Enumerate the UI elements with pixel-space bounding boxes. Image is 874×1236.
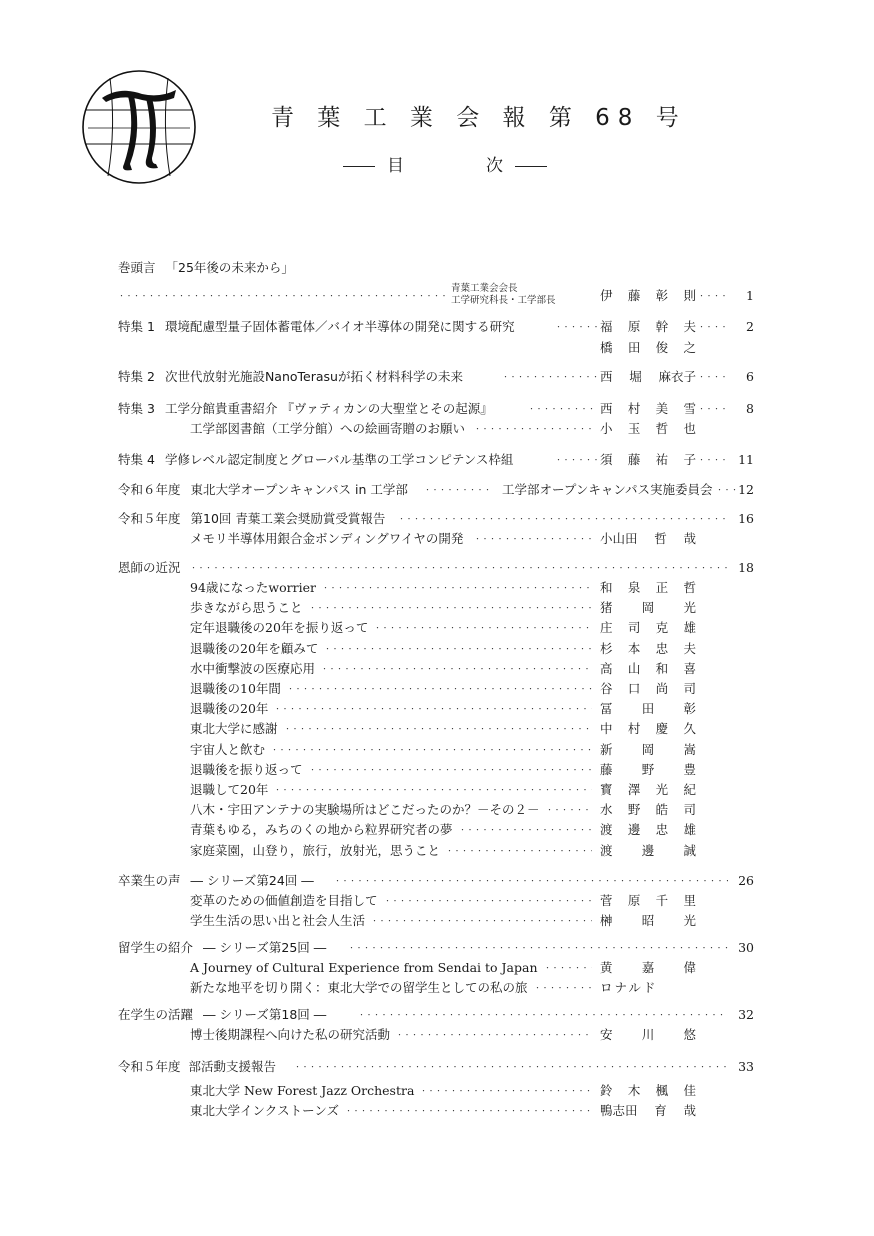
author: 渡 邊 誠 bbox=[600, 842, 696, 858]
author: 渡 邊 忠 雄 bbox=[600, 822, 696, 838]
leader-dots bbox=[271, 740, 592, 760]
list-item[interactable] bbox=[190, 780, 696, 800]
entry-title: 新たな地平を切り開く：東北大学での留学生としての私の旅 bbox=[190, 980, 528, 995]
author: 安 川 悠 bbox=[600, 1027, 696, 1042]
author: 菅 原 千 里 bbox=[600, 893, 696, 908]
list-item[interactable] bbox=[190, 1025, 696, 1045]
leader-dots bbox=[374, 618, 592, 638]
author: 藤 野 豊 bbox=[600, 761, 696, 777]
entry-title: 退職して20年 bbox=[190, 782, 269, 797]
list-item[interactable] bbox=[190, 820, 696, 840]
entry-title: 歩きながら思うこと bbox=[190, 600, 303, 616]
leader-dots bbox=[384, 891, 592, 911]
leader-dots bbox=[321, 659, 592, 679]
author: 西 堀 麻衣子 bbox=[600, 369, 696, 384]
toc-subentry[interactable]: 工学部図書館（工学分館）への絵画寄贈のお願い ・・・・・・・・・・・・・・・・・・・・・・・・・・・・・・・・・・・・・・・・・・・・・・・・・・・・・・・・・・・・・・・・・・・・・・・・・・・・・・・・・・・・・・・・・・・・・・・・・・・・ 小 玉 哲 也 bbox=[190, 419, 696, 439]
list-item[interactable] bbox=[190, 760, 696, 780]
toc-entry-opencampus[interactable]: 令和６年度 東北大学オープンキャンパス in 工学部 ・・・・・・・・・・・・・・・・・・・・・・・・・・・・・・・・・・・・・・・・・・・・・・・・・・・・・・・・・・・・・・・・・・・・・・・・・・・・・・・・・・・・・・・・・・・・・・・・・・・・ 工学部オープンキャンパス実施委員会 ・・・・・・・・・・・・・・・・・・・・・・・・・・・・・・・・・・・・・・・・・・・・・・・・・・・・・・・・・・・・・・・・・・・・・・・・・・・・・・・・・・・・・・・・・・・・・・・・・・・・ 12 bbox=[118, 480, 758, 500]
toc-entry-graduates[interactable]: 卒業生の声 ― シリーズ第24回 ― ・・・・・・・・・・・・・・・・・・・・・・・・・・・・・・・・・・・・・・・・・・・・・・・・・・・・・・・・・・・・・・・・・・・・・・・・・・・・・・・・・・・・・・・・・・・・・・・・・・・・ 26 bbox=[118, 871, 758, 891]
author: 高 山 和 喜 bbox=[600, 660, 696, 676]
list-item[interactable] bbox=[190, 891, 696, 911]
list-item[interactable] bbox=[190, 618, 696, 638]
page-number: 6 bbox=[746, 369, 754, 384]
leader-dots bbox=[274, 780, 592, 800]
page-number: 12 bbox=[738, 482, 754, 497]
leader-dots bbox=[287, 679, 592, 699]
entry-title: A Journey of Cultural Experience from Sendai to Japan bbox=[190, 960, 538, 975]
list-item[interactable] bbox=[190, 699, 696, 719]
leader-dots bbox=[396, 1025, 592, 1045]
leader-dots bbox=[459, 820, 592, 840]
entry-title: 退職後の10年間 bbox=[190, 681, 281, 696]
author: 工学部オープンキャンパス実施委員会 bbox=[502, 482, 713, 497]
leader-dots bbox=[309, 598, 592, 618]
leader-dots bbox=[322, 578, 592, 598]
author: 黄 嘉 偉 bbox=[600, 960, 696, 975]
list-item[interactable] bbox=[190, 740, 696, 760]
list-item[interactable] bbox=[190, 978, 696, 998]
entry-title: 水中衝撃波の医療応用 bbox=[190, 660, 316, 676]
entry-title: 東北大学に感謝 bbox=[190, 721, 278, 737]
entry-title: 退職後の20年 bbox=[190, 701, 269, 717]
page-number: 18 bbox=[738, 560, 754, 575]
author: 猪 岡 光 bbox=[600, 600, 696, 616]
entry-title: 退職後の20年を顧みて bbox=[190, 640, 319, 656]
list-item[interactable] bbox=[190, 719, 696, 739]
magazine-title: 青 葉 工 業 会 報 第 68 号 bbox=[271, 105, 687, 131]
leader-dots bbox=[309, 760, 592, 780]
author: 水 野 皓 司 bbox=[600, 802, 696, 818]
author: 谷 口 尚 司 bbox=[600, 681, 696, 696]
author: 須 藤 祐 子 bbox=[600, 452, 696, 467]
list-item[interactable] bbox=[190, 1081, 696, 1101]
author: ロナルド bbox=[600, 980, 658, 995]
author: 冨 田 彰 bbox=[600, 701, 696, 717]
toc-entry-students[interactable]: 在学生の活躍 ― シリーズ第18回 ― ・・・・・・・・・・・・・・・・・・・・・・・・・・・・・・・・・・・・・・・・・・・・・・・・・・・・・・・・・・・・・・・・・・・・・・・・・・・・・・・・・・・・・・・・・・・・・・・・・・・・ 32 bbox=[118, 1005, 758, 1025]
page-number: 8 bbox=[746, 401, 754, 416]
author: 伊 藤 彰 則 bbox=[600, 288, 696, 303]
leader-dots bbox=[284, 719, 592, 739]
toc-entry-mentors[interactable]: 恩師の近況 ・・・・・・・・・・・・・・・・・・・・・・・・・・・・・・・・・・・・・・・・・・・・・・・・・・・・・・・・・・・・・・・・・・・・・・・・・・・・・・・・・・・・・・・・・・・・・・・・・・・・ 18 bbox=[118, 558, 758, 578]
page-number: 1 bbox=[746, 288, 754, 303]
list-item[interactable] bbox=[190, 598, 696, 618]
list-item[interactable] bbox=[190, 679, 696, 699]
toc-entry-clubs[interactable]: 令和５年度 部活動支援報告 ・・・・・・・・・・・・・・・・・・・・・・・・・・・・・・・・・・・・・・・・・・・・・・・・・・・・・・・・・・・・・・・・・・・・・・・・・・・・・・・・・・・・・・・・・・・・・・・・・・・・ 33 bbox=[118, 1057, 758, 1077]
page-number: 30 bbox=[738, 940, 754, 955]
entry-title: 学生生活の思い出と社会人生活 bbox=[190, 913, 366, 928]
list-item[interactable] bbox=[190, 800, 696, 820]
page-number: 2 bbox=[746, 319, 754, 334]
list-item[interactable] bbox=[190, 958, 696, 978]
page-number: 11 bbox=[738, 452, 754, 467]
toc-entry-special2[interactable]: 特集 2 次世代放射光施設NanoTerasuが拓く材料科学の未来 ・・・・・・・・・・・・・・・・・・・・・・・・・・・・・・・・・・・・・・・・・・・・・・・・・・・・・・・・・・・・・・・・・・・・・・・・・・・・・・・・・・・・・・・・・・・・・・・・・・・・ 西 堀 麻衣子 ・・・・・・・・・・・・・・・・・・・・・・・・・・・・・・・・・・・・・・・・・・・・・・・・・・・・・・・・・・・・・・・・・・・・・・・・・・・・・・・・・・・・・・・・・・・・・・・・・・・・ 6 bbox=[118, 367, 758, 387]
entry-title: 宇宙人と飲む bbox=[190, 741, 266, 757]
entry-title: 家庭菜園，山登り，旅行，放射光，思うこと bbox=[190, 842, 441, 858]
author: 杉 本 忠 夫 bbox=[600, 640, 696, 656]
author: 和 泉 正 哲 bbox=[600, 580, 696, 595]
author: 西 村 美 雪 bbox=[600, 401, 696, 416]
leader-dots bbox=[345, 1101, 592, 1121]
list-item[interactable] bbox=[190, 841, 696, 861]
author: 福 原 幹 夫 bbox=[600, 319, 696, 334]
entry-title: 環境配慮型量子固体蓄電体／バイオ半導体の開発に関する研究 bbox=[164, 319, 515, 334]
author: 寳 澤 光 紀 bbox=[600, 782, 696, 797]
page-number: 32 bbox=[738, 1007, 754, 1022]
leader-dots bbox=[544, 958, 592, 978]
toc-entry-special1[interactable]: 特集 1 環境配慮型量子固体蓄電体／バイオ半導体の開発に関する研究 ・・・・・・・・・・・・・・・・・・・・・・・・・・・・・・・・・・・・・・・・・・・・・・・・・・・・・・・・・・・・・・・・・・・・・・・・・・・・・・・・・・・・・・・・・・・・・・・・・・・・ 福 原 幹 夫 ・・・・・・・・・・・・・・・・・・・・・・・・・・・・・・・・・・・・・・・・・・・・・・・・・・・・・・・・・・・・・・・・・・・・・・・・・・・・・・・・・・・・・・・・・・・・・・・・・・・・ 2 bbox=[118, 317, 758, 337]
foreword-label: 巻頭言 bbox=[118, 260, 156, 275]
entry-title: 退職後を振り返って bbox=[190, 761, 303, 777]
foreword-row[interactable] bbox=[118, 258, 294, 278]
toc-entry-international[interactable]: 留学生の紹介 ― シリーズ第25回 ― ・・・・・・・・・・・・・・・・・・・・・・・・・・・・・・・・・・・・・・・・・・・・・・・・・・・・・・・・・・・・・・・・・・・・・・・・・・・・・・・・・・・・・・・・・・・・・・・・・・・・ 30 bbox=[118, 938, 758, 958]
affiliation: 青葉工業会会長 工学研究科長・工学部長 bbox=[451, 283, 556, 306]
author: 鈴 木 楓 佳 bbox=[600, 1083, 696, 1098]
entry-title: 東北大学インクストーンズ bbox=[190, 1103, 340, 1118]
toc-entry-special3[interactable]: 特集 3 工学分館貴重書紹介 『ヴァティカンの大聖堂とその起源』 ・・・・・・・・・・・・・・・・・・・・・・・・・・・・・・・・・・・・・・・・・・・・・・・・・・・・・・・・・・・・・・・・・・・・・・・・・・・・・・・・・・・・・・・・・・・・・・・・・・・・ 西 村 美 雪 ・・・・・・・・・・・・・・・・・・・・・・・・・・・・・・・・・・・・・・・・・・・・・・・・・・・・・・・・・・・・・・・・・・・・・・・・・・・・・・・・・・・・・・・・・・・・・・・・・・・・ 8 bbox=[118, 399, 758, 419]
entry-title: 青葉もゆる，みちのくの地から粒界研究者の夢 bbox=[190, 822, 453, 838]
list-item[interactable] bbox=[190, 578, 696, 598]
list-item[interactable] bbox=[190, 1101, 696, 1121]
entry-title: 94歳になったworrier bbox=[190, 580, 316, 595]
entry-title: 東北大学 New Forest Jazz Orchestra bbox=[190, 1083, 415, 1098]
page-number: 16 bbox=[738, 511, 754, 526]
leader-dots bbox=[446, 841, 592, 861]
entry-title: 八木・宇田アンテナの実験場所はどこだったのか？－その２－ bbox=[190, 802, 540, 818]
toc-subentry[interactable]: メモリ半導体用銀合金ボンディングワイヤの開発 ・・・・・・・・・・・・・・・・・・・・・・・・・・・・・・・・・・・・・・・・・・・・・・・・・・・・・・・・・・・・・・・・・・・・・・・・・・・・・・・・・・・・・・・・・・・・・・・・・・・・ 小山田 哲 哉 bbox=[190, 529, 696, 549]
author: 榊 昭 光 bbox=[600, 913, 696, 928]
leader-dots bbox=[324, 639, 592, 659]
author: 鴨志田 育 哉 bbox=[600, 1103, 696, 1118]
list-item[interactable] bbox=[190, 659, 696, 679]
entry-title: 定年退職後の20年を振り返って bbox=[190, 620, 369, 636]
list-item[interactable] bbox=[190, 911, 696, 931]
entry-title: 変革のための価値創造を目指して bbox=[190, 893, 378, 908]
page-number: 33 bbox=[738, 1059, 754, 1074]
toc-heading: 目 次 bbox=[343, 151, 547, 176]
leader-dots bbox=[420, 1081, 592, 1101]
list-item[interactable] bbox=[190, 639, 696, 659]
leader-dots bbox=[546, 800, 592, 820]
author: 新 岡 嵩 bbox=[600, 741, 696, 757]
leader-dots bbox=[371, 911, 592, 931]
leader-dots bbox=[534, 978, 592, 998]
leader-dots bbox=[274, 699, 592, 719]
entry-title: 博士後期課程へ向けた私の研究活動 bbox=[190, 1027, 391, 1042]
author: 中 村 慶 久 bbox=[600, 721, 696, 737]
page-number: 26 bbox=[738, 873, 754, 888]
author: 庄 司 克 雄 bbox=[600, 620, 696, 636]
tt-emblem-icon bbox=[80, 68, 198, 186]
toc-entry-award[interactable]: 令和５年度 第10回 青葉工業会奨励賞受賞報告 ・・・・・・・・・・・・・・・・・・・・・・・・・・・・・・・・・・・・・・・・・・・・・・・・・・・・・・・・・・・・・・・・・・・・・・・・・・・・・・・・・・・・・・・・・・・・・・・・・・・・ 16 bbox=[118, 509, 758, 529]
foreword-title: 「25年後の未来から」 bbox=[165, 260, 294, 275]
toc-entry-special4[interactable]: 特集 4 学修レベル認定制度とグローバル基準の工学コンピテンス枠組 ・・・・・・・・・・・・・・・・・・・・・・・・・・・・・・・・・・・・・・・・・・・・・・・・・・・・・・・・・・・・・・・・・・・・・・・・・・・・・・・・・・・・・・・・・・・・・・・・・・・・ 須 藤 祐 子 ・・・・・・・・・・・・・・・・・・・・・・・・・・・・・・・・・・・・・・・・・・・・・・・・・・・・・・・・・・・・・・・・・・・・・・・・・・・・・・・・・・・・・・・・・・・・・・・・・・・・ 11 bbox=[118, 450, 758, 470]
